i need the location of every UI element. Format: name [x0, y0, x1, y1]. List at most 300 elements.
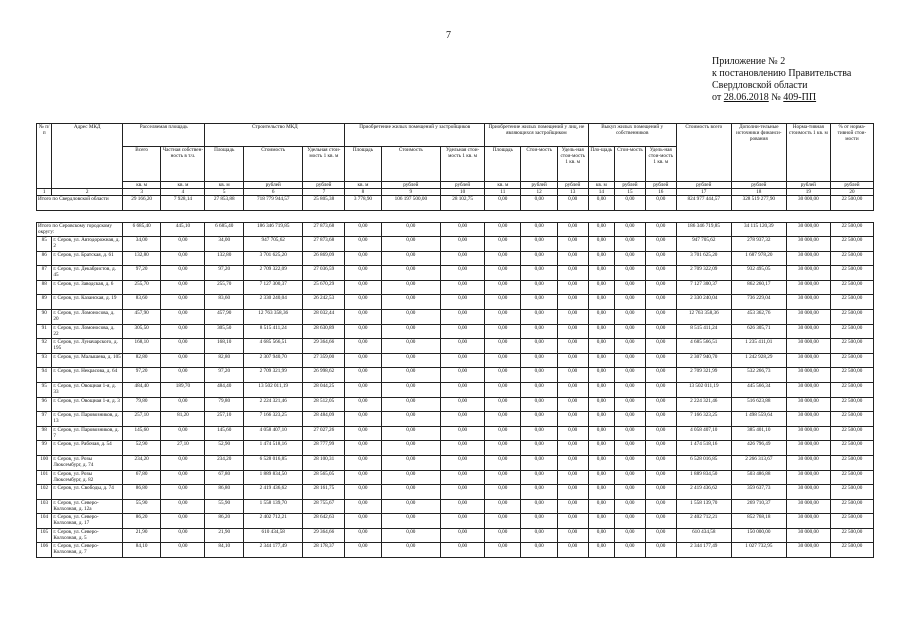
- row-value: 0,00: [161, 280, 205, 295]
- row-value: 22 500,00: [830, 324, 873, 339]
- row-value: 0,00: [521, 485, 557, 500]
- total-value: 0,00: [557, 196, 588, 211]
- row-value: 0,00: [588, 280, 614, 295]
- row-value: 0,00: [615, 397, 646, 412]
- row-value: 86,20: [122, 514, 161, 529]
- column-number: 11: [485, 189, 521, 196]
- row-value: 0,00: [588, 339, 614, 354]
- row-value: 22 500,00: [830, 470, 873, 485]
- row-value: 0,00: [645, 412, 676, 427]
- resettlement-table: [36, 123, 874, 558]
- row-value: 0,00: [345, 309, 381, 324]
- table-row: [37, 339, 874, 354]
- row-value: 0,00: [588, 528, 614, 543]
- spacer-cell: [37, 211, 874, 223]
- row-value: 0,00: [557, 324, 588, 339]
- row-value: 0,00: [441, 514, 485, 529]
- row-value: 28 100,31: [303, 455, 345, 470]
- unit-label: рублей: [731, 182, 786, 189]
- row-value: 0,00: [521, 412, 557, 427]
- row-number: 87: [37, 266, 52, 281]
- row-value: 0,00: [645, 485, 676, 500]
- sub-cost: Стои-мость: [615, 147, 646, 182]
- row-value: 22 500,00: [830, 455, 873, 470]
- row-value: 132,80: [122, 251, 161, 266]
- col-address-header: Адрес МКД: [52, 124, 122, 189]
- row-address: г. Серов, ул. Казанская, д. 19: [52, 295, 122, 310]
- row-value: 0,00: [588, 499, 614, 514]
- row-address: г. Серов, ул. Паровозников, д. 7: [52, 426, 122, 441]
- row-value: 0,00: [345, 339, 381, 354]
- row-value: 0,00: [645, 528, 676, 543]
- row-value: 28 044,25: [303, 382, 345, 397]
- row-value: 0,00: [521, 441, 557, 456]
- row-value: 359 637,73: [731, 485, 786, 500]
- row-value: 0,00: [161, 514, 205, 529]
- sub-unit-cost: Удельная стои-мость 1 кв. м: [441, 147, 485, 182]
- total-value: 445,10: [161, 223, 205, 237]
- row-value: 4 058 407,10: [243, 426, 302, 441]
- row-value: 7 127 300,37: [243, 280, 302, 295]
- column-number: 15: [615, 189, 646, 196]
- unit-label: рублей: [645, 182, 676, 189]
- unit-label: рублей: [676, 182, 731, 189]
- row-value: 28 161,75: [303, 485, 345, 500]
- row-value: 81,20: [161, 412, 205, 427]
- row-value: 2 330 240,04: [243, 295, 302, 310]
- row-value: 30 000,00: [786, 470, 830, 485]
- unit-label: кв. м: [485, 182, 521, 189]
- row-value: 67,80: [205, 470, 244, 485]
- row-value: 30 000,00: [786, 528, 830, 543]
- row-value: 0,00: [557, 441, 588, 456]
- row-value: 0,00: [521, 295, 557, 310]
- row-value: 0,00: [588, 382, 614, 397]
- column-number: 20: [830, 189, 873, 196]
- total-value: 0,00: [485, 196, 521, 211]
- row-value: 0,00: [441, 543, 485, 558]
- unit-label: рублей: [521, 182, 557, 189]
- row-value: 0,00: [645, 382, 676, 397]
- row-value: 0,00: [521, 528, 557, 543]
- row-number: 106: [37, 543, 52, 558]
- row-value: 0,00: [381, 353, 440, 368]
- row-value: 0,00: [381, 309, 440, 324]
- row-value: 0,00: [381, 426, 440, 441]
- row-value: 0,00: [485, 455, 521, 470]
- row-value: 30 000,00: [786, 251, 830, 266]
- row-value: 168,10: [205, 339, 244, 354]
- row-value: 30 000,00: [786, 426, 830, 441]
- row-number: 100: [37, 455, 52, 470]
- total-value: 0,00: [345, 223, 381, 237]
- row-value: 0,00: [615, 295, 646, 310]
- unit-label: кв. м: [122, 182, 161, 189]
- row-value: 28 512,05: [303, 397, 345, 412]
- row-value: 0,00: [521, 397, 557, 412]
- row-value: 30 000,00: [786, 397, 830, 412]
- row-value: 12 763 358,36: [676, 309, 731, 324]
- total-value: 0,00: [645, 223, 676, 237]
- unit-label: рублей: [381, 182, 440, 189]
- row-value: 0,00: [521, 382, 557, 397]
- total-value: 25 805,38: [303, 196, 345, 211]
- row-value: 0,00: [557, 514, 588, 529]
- row-value: 0,00: [588, 368, 614, 383]
- row-value: 21,90: [205, 528, 244, 543]
- row-address: г. Серов, ул. Ломоносова, д. 20: [52, 309, 122, 324]
- row-value: 0,00: [615, 266, 646, 281]
- row-value: 13 502 011,19: [243, 382, 302, 397]
- row-value: 736 229,04: [731, 295, 786, 310]
- row-value: 0,00: [557, 251, 588, 266]
- row-number: 94: [37, 368, 52, 383]
- row-number: 95: [37, 382, 52, 397]
- row-value: 0,00: [521, 499, 557, 514]
- row-value: 0,00: [521, 353, 557, 368]
- sub-area: Площадь: [205, 147, 244, 182]
- row-value: 0,00: [441, 412, 485, 427]
- row-value: 426 796,49: [731, 441, 786, 456]
- row-value: 0,00: [588, 441, 614, 456]
- table-row: [37, 251, 874, 266]
- row-value: 28 178,37: [303, 543, 345, 558]
- row-value: 0,00: [161, 237, 205, 252]
- appendix-resolution: к постановлению Правительства: [712, 68, 852, 79]
- row-value: 0,00: [381, 237, 440, 252]
- row-value: 0,00: [381, 470, 440, 485]
- row-number: 88: [37, 280, 52, 295]
- row-value: 0,00: [615, 412, 646, 427]
- total-value: 0,00: [588, 223, 614, 237]
- row-value: 27 027,26: [303, 426, 345, 441]
- page-number: 7: [446, 30, 451, 41]
- row-value: 21,90: [122, 528, 161, 543]
- table-row: [37, 237, 874, 252]
- row-value: 0,00: [345, 324, 381, 339]
- row-value: 0,00: [161, 324, 205, 339]
- row-value: 0,00: [345, 353, 381, 368]
- row-value: 947 705,62: [676, 237, 731, 252]
- unit-label: кв. м: [588, 182, 614, 189]
- table-row: [37, 543, 874, 558]
- col-buyout-header: Выкуп жилых помещений у собственников: [588, 124, 676, 147]
- column-number: 14: [588, 189, 614, 196]
- row-value: 0,00: [485, 397, 521, 412]
- row-value: 862 260,17: [731, 280, 786, 295]
- district-total-label: Итого по Серовскому городскому округу:: [37, 223, 123, 237]
- table-row: [37, 397, 874, 412]
- total-value: 0,00: [645, 196, 676, 211]
- row-value: 83,60: [122, 295, 161, 310]
- total-value: 0,00: [615, 223, 646, 237]
- row-value: 2 307 940,70: [243, 353, 302, 368]
- row-value: 1 027 732,95: [731, 543, 786, 558]
- row-value: 0,00: [441, 499, 485, 514]
- row-value: 22 500,00: [830, 412, 873, 427]
- row-value: 26 242,53: [303, 295, 345, 310]
- total-value: 30 000,00: [786, 196, 830, 211]
- row-value: 0,00: [588, 485, 614, 500]
- row-address: г. Серов, ул. Северо-Колхозная, д. 17: [52, 514, 122, 529]
- row-value: 0,00: [557, 426, 588, 441]
- row-value: 234,20: [205, 455, 244, 470]
- row-value: 0,00: [161, 339, 205, 354]
- row-value: 2 419 436,62: [243, 485, 302, 500]
- row-value: 79,80: [122, 397, 161, 412]
- row-value: 29 364,66: [303, 339, 345, 354]
- region-total-label: Итого по Свердловской области: [37, 196, 123, 211]
- row-value: 28 484,09: [303, 412, 345, 427]
- row-value: 0,00: [161, 309, 205, 324]
- row-value: 0,00: [557, 368, 588, 383]
- unit-label: рублей: [615, 182, 646, 189]
- column-number: 3: [122, 189, 161, 196]
- row-number: 92: [37, 339, 52, 354]
- row-value: 0,00: [345, 382, 381, 397]
- row-value: 83,60: [205, 295, 244, 310]
- row-value: 385 401,10: [731, 426, 786, 441]
- total-value: 22 500,00: [830, 196, 873, 211]
- row-value: 0,00: [441, 485, 485, 500]
- row-value: 4 058 407,10: [676, 426, 731, 441]
- row-value: 27 359,00: [303, 353, 345, 368]
- row-value: 484,40: [122, 382, 161, 397]
- row-value: 234,20: [122, 455, 161, 470]
- row-value: 1 889 834,50: [676, 470, 731, 485]
- row-value: 0,00: [557, 339, 588, 354]
- row-value: 0,00: [521, 455, 557, 470]
- row-value: 0,00: [588, 426, 614, 441]
- row-value: 3 701 625,20: [243, 251, 302, 266]
- col-acq-developers-header: Приобретение жилых помещений у застройщиков: [345, 124, 485, 147]
- row-address: г. Серов, ул. Овощная 1-я, д. 3: [52, 397, 122, 412]
- row-value: 22 500,00: [830, 514, 873, 529]
- row-value: 0,00: [557, 397, 588, 412]
- row-value: 0,00: [557, 266, 588, 281]
- row-number: 96: [37, 397, 52, 412]
- column-number: 18: [731, 189, 786, 196]
- row-value: 2 330 240,04: [676, 295, 731, 310]
- table-row: [37, 455, 874, 470]
- sub-cost: Стоимость: [381, 147, 440, 182]
- sub-unit-cost: Удель-ная стои-мость 1 кв. м: [645, 147, 676, 182]
- row-value: 82,80: [122, 353, 161, 368]
- row-value: 82,80: [205, 353, 244, 368]
- sub-unit-cost: Удельная стои-мость 1 кв. м: [303, 147, 345, 182]
- row-value: 0,00: [557, 280, 588, 295]
- resolution-number: 409-ПП: [783, 92, 817, 103]
- row-value: 22 500,00: [830, 339, 873, 354]
- row-value: 0,00: [645, 499, 676, 514]
- row-value: 22 500,00: [830, 426, 873, 441]
- row-value: 0,00: [588, 514, 614, 529]
- row-value: 0,00: [588, 251, 614, 266]
- row-address: г. Серов, ул. Братская, д. 61: [52, 251, 122, 266]
- row-value: 0,00: [381, 499, 440, 514]
- row-value: 0,00: [381, 266, 440, 281]
- row-value: 34,00: [205, 237, 244, 252]
- row-value: 22 500,00: [830, 353, 873, 368]
- column-number: 4: [161, 189, 205, 196]
- row-value: 0,00: [485, 499, 521, 514]
- total-value: 0,00: [588, 196, 614, 211]
- row-value: 0,00: [557, 412, 588, 427]
- row-value: 28 642,63: [303, 514, 345, 529]
- row-value: 22 500,00: [830, 295, 873, 310]
- row-value: 0,00: [345, 543, 381, 558]
- table-row: [37, 499, 874, 514]
- appendix-title: Приложение № 2: [712, 56, 786, 67]
- row-value: 0,00: [615, 339, 646, 354]
- row-value: 7 166 323,25: [676, 412, 731, 427]
- row-value: 2 709 322,09: [676, 266, 731, 281]
- row-value: 25 670,29: [303, 280, 345, 295]
- unit-label: рублей: [557, 182, 588, 189]
- row-value: 255,70: [122, 280, 161, 295]
- row-value: 8 515 411,24: [243, 324, 302, 339]
- row-number: 93: [37, 353, 52, 368]
- row-value: 0,00: [381, 412, 440, 427]
- row-value: 0,00: [161, 368, 205, 383]
- table-row: [37, 353, 874, 368]
- row-value: 12 763 358,36: [243, 309, 302, 324]
- table-row: [37, 280, 874, 295]
- row-value: 0,00: [345, 266, 381, 281]
- row-value: 145,60: [205, 426, 244, 441]
- row-number: 105: [37, 528, 52, 543]
- row-value: 0,00: [588, 543, 614, 558]
- table-row: [37, 485, 874, 500]
- row-address: г. Серов, ул. Северо-Колхозная, д. 12а: [52, 499, 122, 514]
- total-value: 0,00: [521, 196, 557, 211]
- row-value: 0,00: [645, 441, 676, 456]
- row-value: 22 500,00: [830, 266, 873, 281]
- row-value: 305,50: [122, 324, 161, 339]
- row-value: 0,00: [645, 280, 676, 295]
- row-value: 0,00: [345, 455, 381, 470]
- total-value: 328 519 277,90: [731, 196, 786, 211]
- row-value: 22 500,00: [830, 543, 873, 558]
- row-number: 85: [37, 237, 52, 252]
- row-number: 90: [37, 309, 52, 324]
- unit-label: рублей: [786, 182, 830, 189]
- row-number: 104: [37, 514, 52, 529]
- row-value: 0,00: [588, 397, 614, 412]
- table-row: [37, 470, 874, 485]
- sub-area: Площадь: [345, 147, 381, 182]
- col-norm-cost-header: Норма-тивная стоимость 1 кв. м: [786, 124, 830, 182]
- table-row: [37, 426, 874, 441]
- row-address: г. Серов, ул. Луначарского, д. 195: [52, 339, 122, 354]
- row-value: 0,00: [557, 455, 588, 470]
- total-value: 7 928,14: [161, 196, 205, 211]
- row-value: 0,00: [521, 543, 557, 558]
- row-address: г. Серов, ул. Декабристов, д. 45: [52, 266, 122, 281]
- row-value: 0,00: [615, 237, 646, 252]
- total-value: 27 853,88: [205, 196, 244, 211]
- row-value: 0,00: [381, 382, 440, 397]
- row-value: 947 705,62: [243, 237, 302, 252]
- row-value: 0,00: [381, 295, 440, 310]
- row-value: 0,00: [485, 528, 521, 543]
- row-value: 22 500,00: [830, 397, 873, 412]
- row-value: 0,00: [615, 309, 646, 324]
- row-value: 0,00: [485, 266, 521, 281]
- table-row: [37, 514, 874, 529]
- total-value: 186 346 719,85: [676, 223, 731, 237]
- row-value: 626 305,71: [731, 324, 786, 339]
- row-value: 0,00: [645, 397, 676, 412]
- row-value: 0,00: [345, 499, 381, 514]
- row-value: 86,80: [122, 485, 161, 500]
- total-value: 824 977 444,57: [676, 196, 731, 211]
- row-value: 0,00: [521, 251, 557, 266]
- row-value: 22 500,00: [830, 237, 873, 252]
- row-value: 278 937,32: [731, 237, 786, 252]
- row-value: 0,00: [485, 412, 521, 427]
- row-value: 0,00: [645, 251, 676, 266]
- row-value: 26 998,62: [303, 368, 345, 383]
- total-value: 0,00: [381, 223, 440, 237]
- row-value: 0,00: [645, 543, 676, 558]
- row-value: 0,00: [557, 528, 588, 543]
- row-value: 0,00: [615, 426, 646, 441]
- column-number: 8: [345, 189, 381, 196]
- row-value: 0,00: [645, 309, 676, 324]
- column-number: 7: [303, 189, 345, 196]
- row-value: 0,00: [381, 543, 440, 558]
- row-value: 86,20: [205, 514, 244, 529]
- row-value: 0,00: [645, 324, 676, 339]
- row-value: 0,00: [615, 324, 646, 339]
- total-value: 30 000,00: [786, 223, 830, 237]
- row-value: 30 000,00: [786, 324, 830, 339]
- row-address: г. Серов, ул. Автодорожная, д. 2: [52, 237, 122, 252]
- row-address: г. Серов, ул. Северо-Колхозная, д. 5: [52, 528, 122, 543]
- column-number: 6: [243, 189, 302, 196]
- col-no-header: № п/п: [37, 124, 52, 189]
- row-value: 30 000,00: [786, 485, 830, 500]
- row-value: 7 166 323,25: [243, 412, 302, 427]
- row-value: 0,00: [485, 441, 521, 456]
- row-value: 0,00: [615, 543, 646, 558]
- total-value: 27 873,68: [303, 223, 345, 237]
- sub-cost: Стои-мость: [521, 147, 557, 182]
- row-value: 0,00: [161, 353, 205, 368]
- unit-label: кв. м: [205, 182, 244, 189]
- total-value: 29 166,20: [122, 196, 161, 211]
- row-value: 0,00: [381, 368, 440, 383]
- row-address: г. Серов, ул. Овощная 1-я, д. 33: [52, 382, 122, 397]
- row-value: 0,00: [485, 251, 521, 266]
- row-value: 2 709 322,09: [243, 266, 302, 281]
- row-value: 0,00: [485, 543, 521, 558]
- total-value: 186 346 719,85: [243, 223, 302, 237]
- row-value: 0,00: [441, 280, 485, 295]
- row-value: 0,00: [615, 485, 646, 500]
- row-address: г. Серов, ул. Свободы, д. 74: [52, 485, 122, 500]
- row-value: 0,00: [615, 514, 646, 529]
- total-value: 0,00: [521, 223, 557, 237]
- row-value: 0,00: [645, 295, 676, 310]
- row-value: 0,00: [645, 353, 676, 368]
- row-value: 0,00: [615, 455, 646, 470]
- row-value: 28 565,05: [303, 470, 345, 485]
- row-value: 30 000,00: [786, 368, 830, 383]
- row-value: 0,00: [615, 441, 646, 456]
- total-value: 3 778,90: [345, 196, 381, 211]
